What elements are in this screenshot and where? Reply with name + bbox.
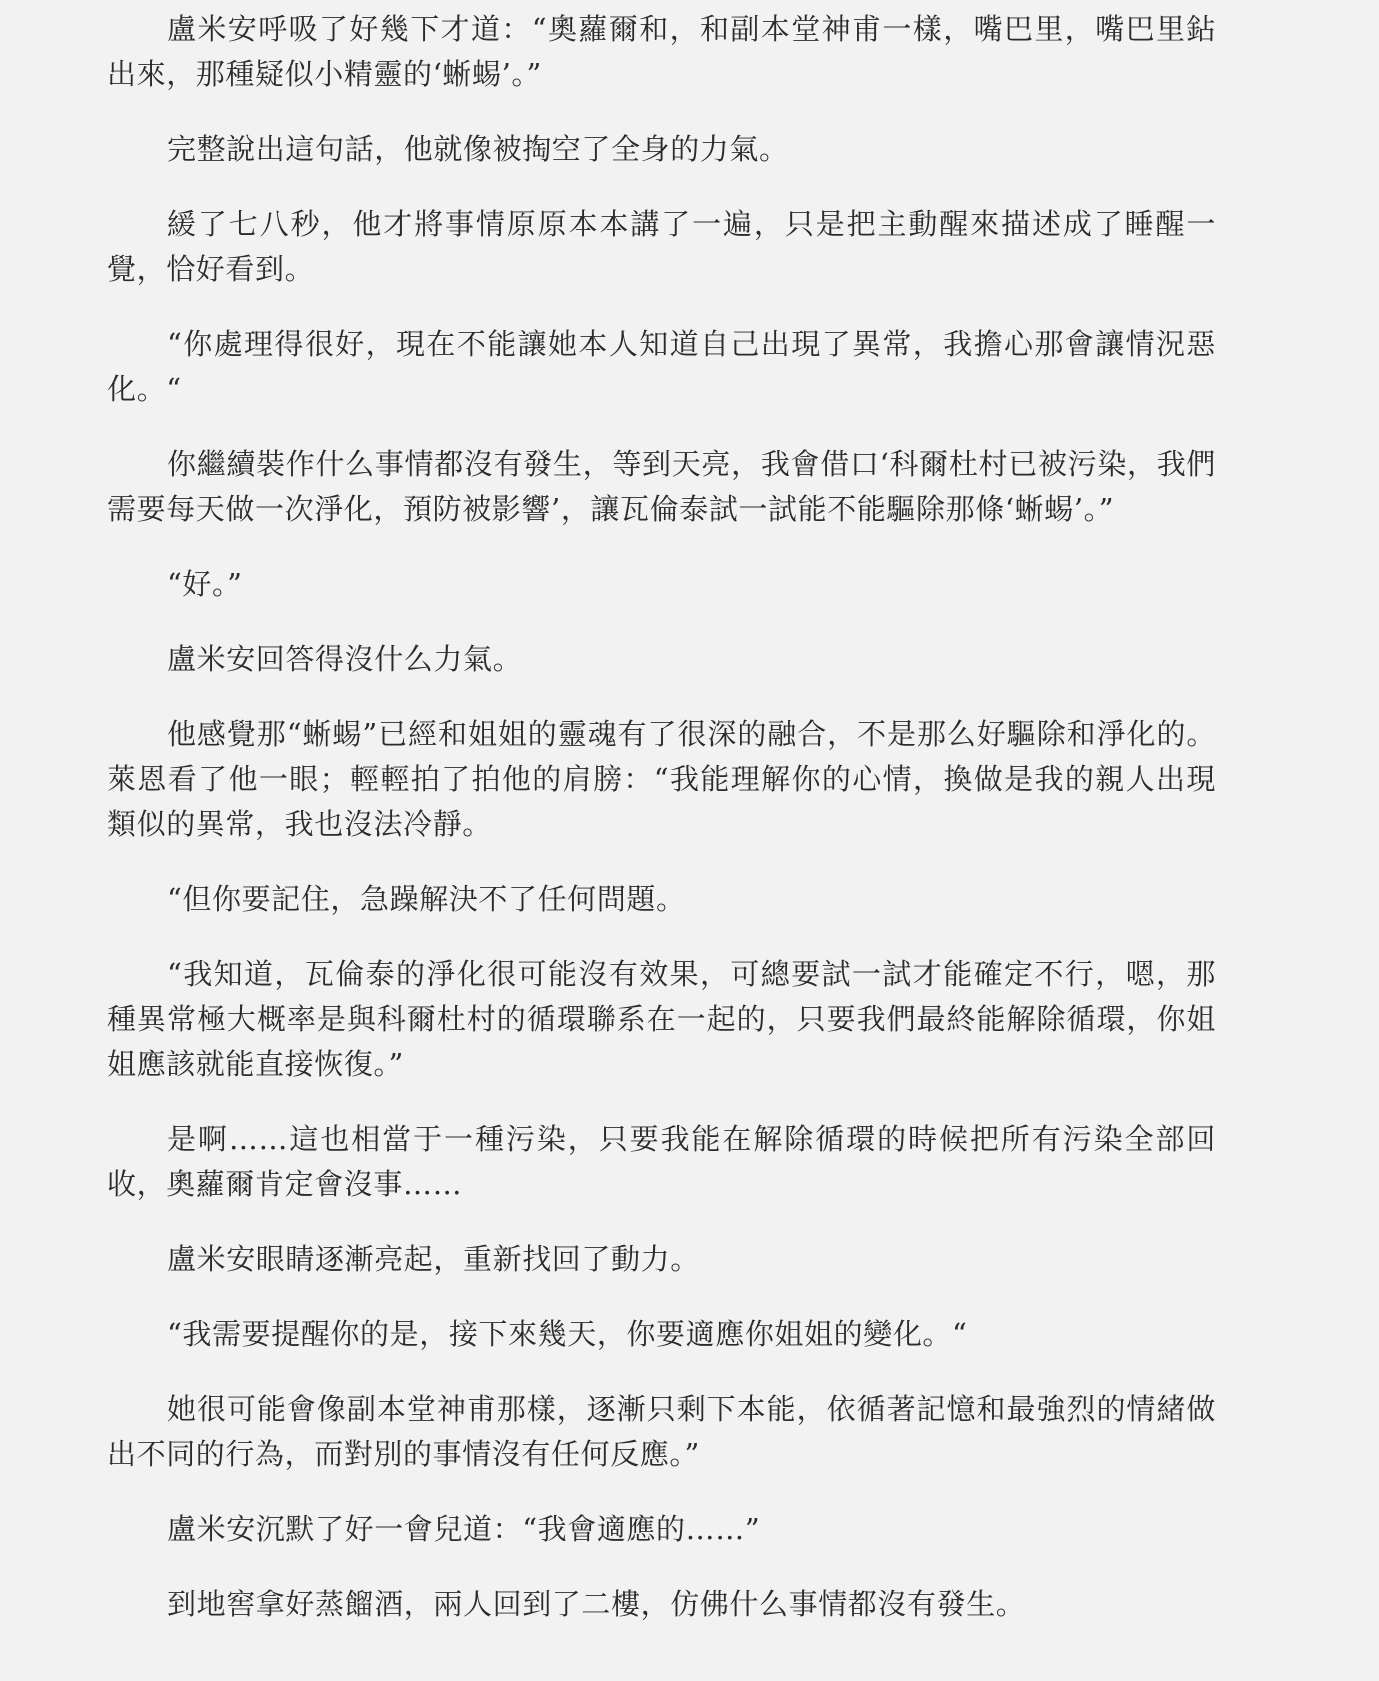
paragraph: 盧米安呼吸了好幾下才道：“奧蘿爾和，和副本堂神甫一樣，嘴巴里，嘴巴里鉆出來，那種疑似小精靈的‘蜥蜴’。” (107, 12, 1216, 91)
paragraph: “好。” (167, 567, 243, 601)
paragraph: “但你要記住，急躁解決不了任何問題。 (167, 882, 686, 916)
paragraph: 盧米安沉默了好一會兒道：“我會適應的……” (167, 1512, 761, 1546)
paragraph: “我需要提醒你的是，接下來幾天，你要適應你姐姐的變化。“ (167, 1317, 968, 1351)
paragraph: “我知道，瓦倫泰的淨化很可能沒有效果，可總要試一試才能確定不行，嗯，那種異常極大概率是與科爾杜村的循環聯系在一起的，只要我們最終能解除循環，你姐姐應該就能直接恢復。” (107, 957, 1216, 1081)
paragraph: 她很可能會像副本堂神甫那樣，逐漸只剩下本能，依循著記憶和最強烈的情緒做出不同的行為，而對別的事情沒有任何反應。” (107, 1392, 1216, 1471)
paragraph: “你處理得很好，現在不能讓她本人知道自己出現了異常，我擔心那會讓情況惡化。“ (107, 327, 1216, 406)
paragraph: 是啊……這也相當于一種污染，只要我能在解除循環的時候把所有污染全部回收，奧蘿爾肯定會沒事…… (107, 1122, 1216, 1201)
paragraph: 到地窖拿好蒸餾酒，兩人回到了二樓，仿佛什么事情都沒有發生。 (167, 1587, 1026, 1621)
chapter-text (107, 7, 1216, 1657)
paragraph: 盧米安回答得沒什么力氣。 (167, 642, 523, 676)
paragraph: 盧米安眼睛逐漸亮起，重新找回了動力。 (167, 1242, 700, 1276)
paragraph: 緩了七八秒，他才將事情原原本本講了一遍，只是把主動醒來描述成了睡醒一覺，恰好看到。 (107, 207, 1216, 286)
paragraph: 完整說出這句話，他就像被掏空了全身的力氣。 (167, 132, 789, 166)
paragraph: 你繼續裝作什么事情都沒有發生，等到天亮，我會借口‘科爾杜村已被污染，我們需要每天做一次淨化，預防被影響’，讓瓦倫泰試一試能不能驅除那條‘蜥蜴’。” (107, 447, 1216, 526)
paragraph: 他感覺那“蜥蜴”已經和姐姐的靈魂有了很深的融合，不是那么好驅除和淨化的。萊恩看了他一眼；輕輕拍了拍他的肩膀：“我能理解你的心情，換做是我的親人出現類似的異常，我也沒法冷靜。 (107, 717, 1216, 841)
